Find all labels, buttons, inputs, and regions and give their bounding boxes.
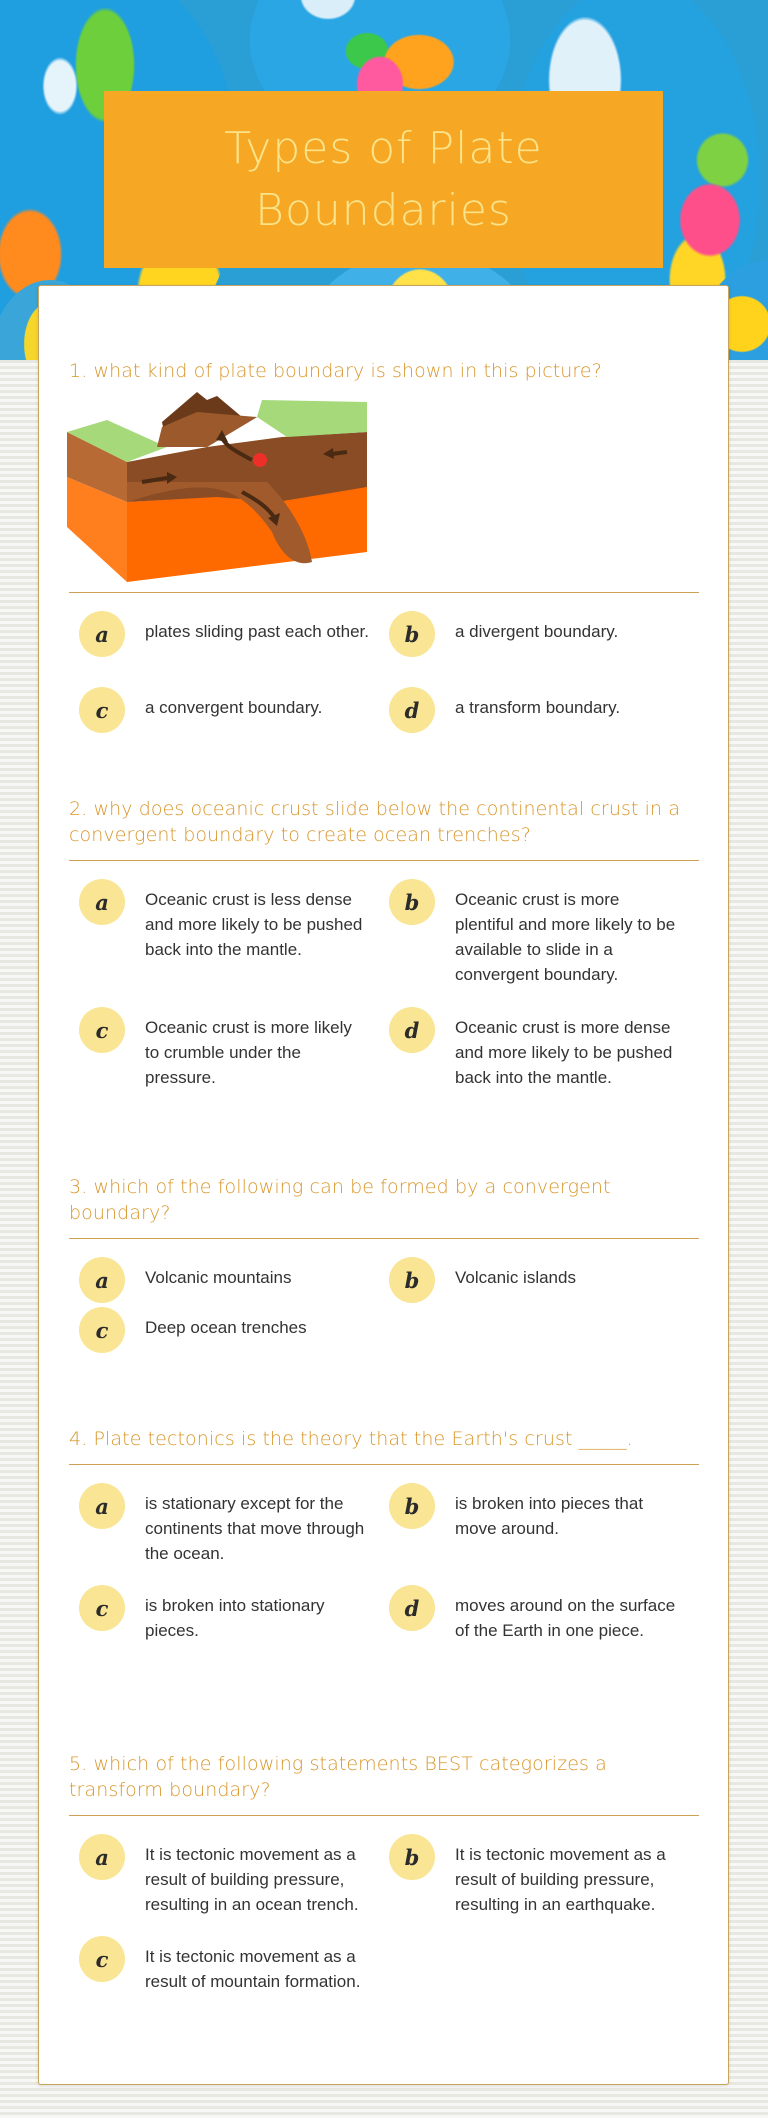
question-2	[69, 796, 699, 1109]
option-badge[interactable]: b	[389, 1483, 435, 1529]
option-badge[interactable]: d	[389, 687, 435, 733]
title-banner	[104, 91, 663, 268]
page-title: Types of Plate Boundaries	[224, 122, 543, 236]
question-title: 3. which of the following can be formed by a convergent boundary?	[69, 1174, 699, 1239]
option-badge[interactable]: c	[79, 1307, 125, 1353]
question-1	[69, 358, 699, 731]
option-badge[interactable]: a	[79, 1483, 125, 1529]
option-badge[interactable]: a	[79, 1257, 125, 1303]
option-text: is broken into pieces that move around.	[455, 1494, 644, 1538]
option-c[interactable]	[69, 1936, 369, 1994]
option-c[interactable]	[69, 1007, 369, 1090]
option-a[interactable]	[69, 1483, 369, 1566]
option-c[interactable]	[69, 1585, 369, 1643]
option-b[interactable]	[379, 1257, 679, 1303]
option-text: plates sliding past each other.	[145, 622, 369, 641]
option-badge[interactable]: c	[79, 687, 125, 733]
option-d[interactable]	[379, 687, 679, 733]
option-text: moves around on the surface of the Earth in one piece.	[455, 1596, 676, 1640]
option-text: Deep ocean trenches	[145, 1318, 307, 1337]
option-text: Volcanic islands	[455, 1268, 576, 1287]
option-badge[interactable]: a	[79, 611, 125, 657]
worksheet-card	[38, 285, 729, 2085]
option-text: Volcanic mountains	[145, 1268, 292, 1287]
option-text: It is tectonic movement as a result of mountain formation.	[145, 1947, 361, 1991]
option-d[interactable]	[379, 1007, 679, 1090]
option-b[interactable]	[379, 1483, 679, 1541]
option-badge[interactable]: d	[389, 1007, 435, 1053]
option-d[interactable]	[379, 1585, 679, 1643]
option-badge[interactable]: a	[79, 879, 125, 925]
question-title: 4. Plate tectonics is the theory that the Earth's crust _____.	[69, 1426, 699, 1465]
option-a[interactable]	[69, 1834, 369, 1917]
option-c[interactable]	[69, 1307, 369, 1353]
option-text: Oceanic crust is more likely to crumble under the pressure.	[145, 1018, 352, 1087]
options-list	[69, 1483, 699, 1683]
option-text: is broken into stationary pieces.	[145, 1596, 325, 1640]
option-b[interactable]	[379, 611, 679, 657]
question-title: 2. why does oceanic crust slide below the continental crust in a convergent boundary to create ocean trenches?	[69, 796, 699, 861]
question-title: 5. which of the following statements BEST categorizes a transform boundary?	[69, 1751, 699, 1816]
question-5	[69, 1751, 699, 2034]
option-b[interactable]	[379, 879, 679, 987]
options-list	[69, 1834, 699, 2034]
option-text: Oceanic crust is more dense and more likely to be pushed back into the mantle.	[455, 1018, 673, 1087]
option-badge[interactable]: d	[389, 1585, 435, 1631]
question-3	[69, 1174, 699, 1357]
option-badge[interactable]: c	[79, 1936, 125, 1982]
question-title: 1. what kind of plate boundary is shown in this picture?	[69, 360, 602, 382]
option-text: a divergent boundary.	[455, 622, 619, 641]
option-text: It is tectonic movement as a result of building pressure, resulting in an ocean trench.	[145, 1845, 359, 1914]
options-list	[69, 879, 699, 1109]
convergent-boundary-diagram	[67, 392, 379, 582]
option-a[interactable]	[69, 611, 369, 657]
option-a[interactable]	[69, 1257, 369, 1303]
option-c[interactable]	[69, 687, 369, 733]
option-badge[interactable]: b	[389, 1834, 435, 1880]
options-list	[69, 1257, 699, 1357]
option-badge[interactable]: b	[389, 611, 435, 657]
option-text: It is tectonic movement as a result of building pressure, resulting in an earthquake.	[455, 1845, 666, 1914]
option-text: is stationary except for the continents that move through the ocean.	[145, 1494, 365, 1563]
option-b[interactable]	[379, 1834, 679, 1917]
option-badge[interactable]: c	[79, 1585, 125, 1631]
option-badge[interactable]: b	[389, 1257, 435, 1303]
options-list	[69, 611, 699, 731]
question-4	[69, 1426, 699, 1683]
option-badge[interactable]: b	[389, 879, 435, 925]
option-text: a convergent boundary.	[145, 698, 323, 717]
option-text: a transform boundary.	[455, 698, 621, 717]
option-badge[interactable]: a	[79, 1834, 125, 1880]
divider	[69, 592, 699, 593]
option-badge[interactable]: c	[79, 1007, 125, 1053]
option-text: Oceanic crust is less dense and more likely to be pushed back into the mantle.	[145, 890, 363, 959]
option-text: Oceanic crust is more plentiful and more likely to be available to slide in a convergent boundary.	[455, 890, 676, 984]
option-a[interactable]	[69, 879, 369, 962]
